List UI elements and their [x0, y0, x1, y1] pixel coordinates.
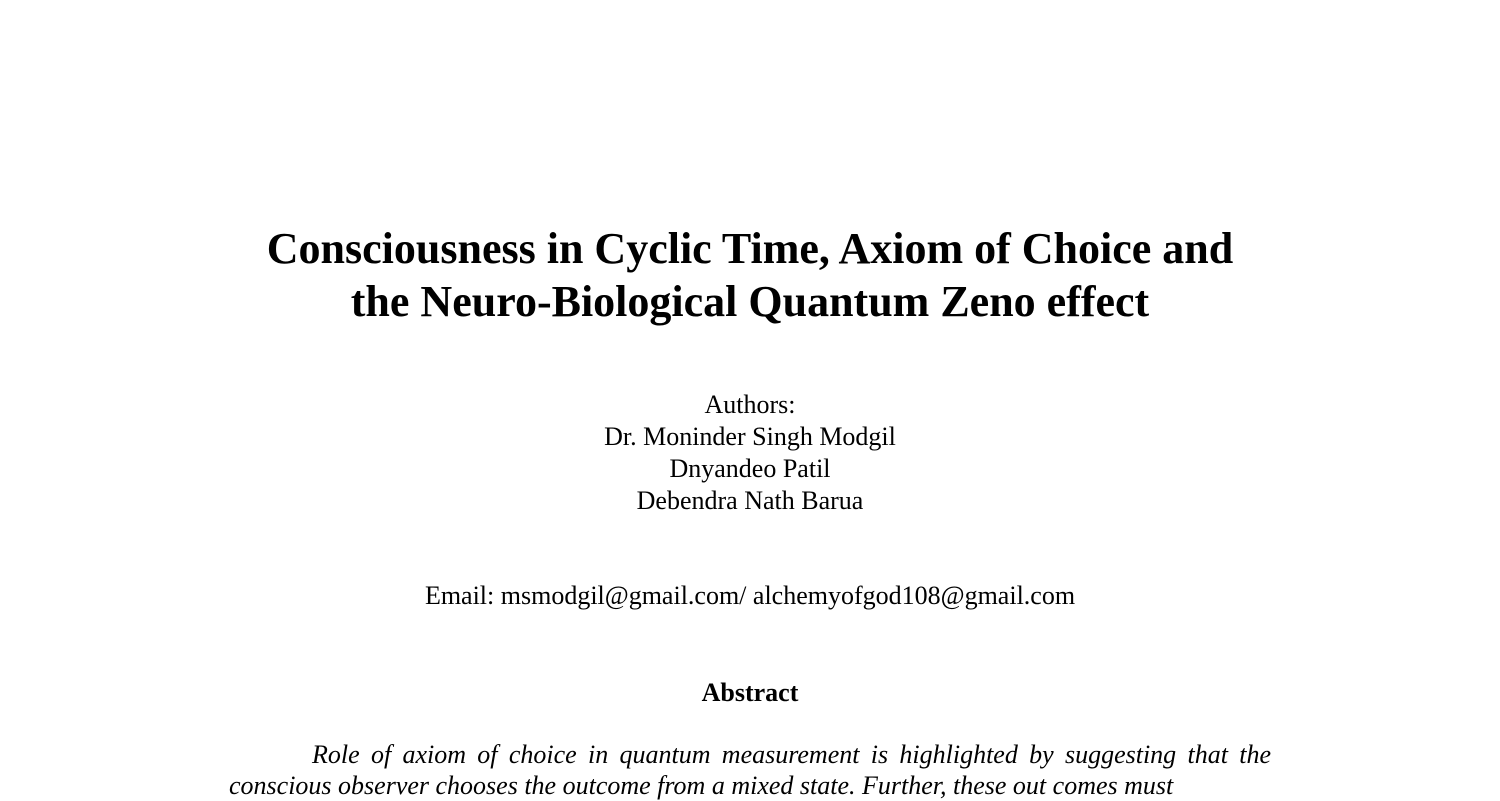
- paper-title-line-2: the Neuro-Biological Quantum Zeno effect: [350, 277, 1150, 326]
- paper-title: [0, 222, 1500, 328]
- authors-label: Authors:: [704, 390, 796, 419]
- author-name-1: Dr. Moninder Singh Modgil: [604, 422, 896, 451]
- email-line: Email: msmodgil@gmail.com/ alchemyofgod108@gmail.com: [424, 581, 1076, 610]
- author-name-3: Debendra Nath Barua: [636, 486, 864, 515]
- paper-title-line-1: Consciousness in Cyclic Time, Axiom of Choice and: [266, 224, 1234, 273]
- abstract-body: Role of axiom of choice in quantum measurement is highlighted by suggesting that the conscious observer chooses the outcome from a mixed state. Further, these out comes must: [229, 740, 1271, 800]
- authors-block: [0, 389, 1500, 517]
- author-name-2: Dnyandeo Patil: [669, 454, 831, 483]
- abstract-heading: Abstract: [701, 678, 799, 707]
